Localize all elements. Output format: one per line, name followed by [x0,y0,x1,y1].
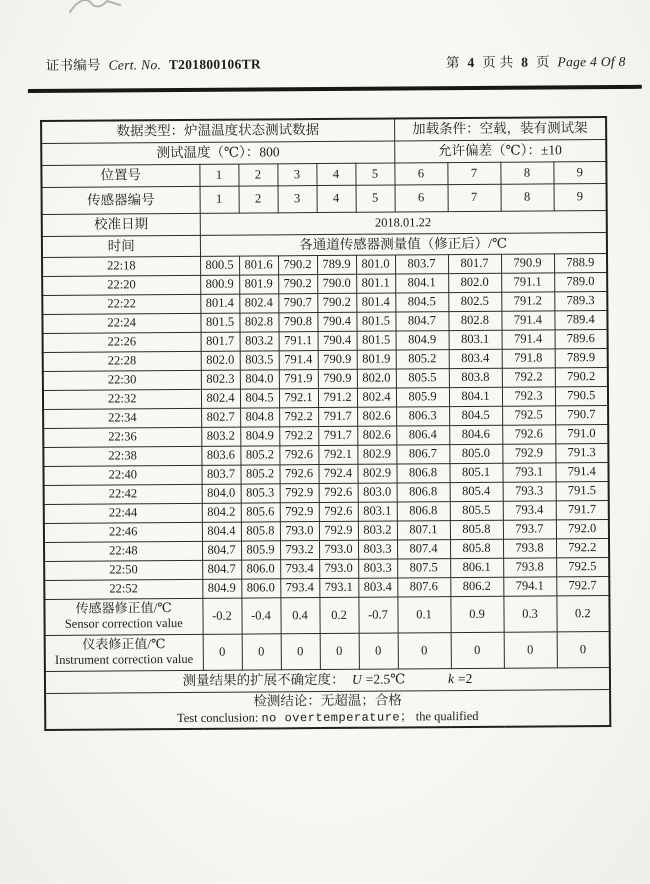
reading-value-cell: 806.8 [397,482,450,501]
reading-value-cell: 791.4 [555,462,608,481]
instrument-correction-row [45,631,610,671]
reading-time-cell: 22:30 [43,370,201,390]
reading-value-cell: 806.3 [396,406,449,425]
load-condition-cell: 加载条件：空载，装有测试架 [394,117,606,140]
reading-value-cell: 793.0 [280,521,319,540]
reading-value-cell: 804.5 [395,292,448,311]
reading-time-cell: 22:50 [44,560,202,580]
conclusion-en-suffix: ； the qualified [400,709,479,724]
reading-value-cell: 793.1 [319,578,358,597]
reading-value-cell: 792.2 [279,407,318,426]
reading-time-cell: 22:20 [42,275,200,295]
reading-value-cell: 804.9 [240,426,279,445]
calibration-label: 校准日期 [42,213,200,236]
reading-value-cell: 803.7 [201,465,240,484]
reading-value-cell: 804.7 [395,311,448,330]
reading-value-cell: 805.5 [450,501,503,520]
reading-value-cell: 803.1 [358,502,397,521]
reading-value-cell: 793.4 [280,559,319,578]
reading-value-cell: 803.7 [395,254,448,273]
reading-value-cell: 802.6 [357,407,396,426]
reading-value-cell: 791.7 [318,407,357,426]
reading-value-cell: 804.6 [449,425,502,444]
reading-value-cell: 805.3 [241,483,280,502]
instrument-correction-cell: 0 [557,631,610,667]
reading-value-cell: 801.1 [356,274,395,293]
reading-value-cell: 805.2 [240,464,279,483]
reading-value-cell: 800.5 [200,256,239,275]
instrument-correction-label [45,634,203,671]
test-temperature-cell: 测试温度（℃）：800 [41,141,394,165]
reading-value-cell: 805.2 [396,349,449,368]
reading-value-cell: 789.9 [317,255,356,274]
reading-value-cell: 790.5 [555,386,608,405]
reading-value-cell: 802.3 [201,370,240,389]
uncertainty-u-symbol: U [352,672,362,687]
reading-time-cell: 22:48 [44,541,202,561]
conclusion-zh: 检测结论：无超温；合格 [47,690,608,711]
reading-value-cell: 802.9 [357,445,396,464]
reading-value-cell: 805.8 [241,521,280,540]
reading-value-cell: 806.8 [396,463,449,482]
reading-value-cell: 792.9 [319,521,358,540]
position-number-cell: 3 [277,163,316,185]
sensor-label: 传感器编号 [42,186,200,214]
reading-value-cell: 803.3 [358,559,397,578]
reading-value-cell: 805.8 [450,539,503,558]
conclusion-en [47,707,608,729]
reading-value-cell: 793.2 [280,540,319,559]
reading-value-cell: 802.7 [201,408,240,427]
reading-value-cell: 805.5 [396,368,449,387]
reading-value-cell: 790.2 [555,367,608,386]
reading-value-cell: 803.4 [449,349,502,368]
sensor-number-row [42,183,607,214]
reading-value-cell: 802.9 [357,464,396,483]
reading-value-cell: 805.8 [450,520,503,539]
reading-value-cell: 801.6 [239,255,278,274]
reading-value-cell: 804.2 [202,503,241,522]
sensor-correction-cell: 0.9 [450,596,503,632]
instrument-correction-cell: 0 [451,632,504,668]
reading-value-cell: 792.6 [279,464,318,483]
reading-time-cell: 22:28 [43,351,201,371]
reading-value-cell: 804.9 [202,579,241,598]
reading-value-cell: 790.0 [317,274,356,293]
position-number-cell: 2 [238,163,277,185]
sensor-number-cell: 1 [200,186,239,213]
conclusion-en-prefix: Test conclusion: [177,710,262,725]
sensor-number-cell: 4 [317,185,356,212]
reading-value-cell: 793.4 [280,578,319,597]
reading-value-cell: 801.7 [201,332,240,351]
sensor-correction-row [44,595,609,635]
sensor-number-cell: 7 [448,184,501,211]
reading-value-cell: 790.9 [318,369,357,388]
reading-value-cell: 790.9 [318,350,357,369]
instrument-correction-cell: 0 [281,633,320,669]
reading-value-cell: 805.6 [241,502,280,521]
reading-value-cell: 802.4 [201,389,240,408]
instrument-correction-cell: 0 [359,632,398,668]
page-number-en: Page 4 Of 8 [557,54,625,69]
table-head-section [41,117,607,257]
sensor-correction-cell: -0.4 [241,597,280,633]
reading-value-cell: 791.1 [501,272,554,291]
reading-value-cell: 792.9 [280,502,319,521]
conclusion-cell [45,689,610,730]
position-number-cell: 6 [394,162,447,184]
reading-value-cell: 801.9 [239,274,278,293]
table-foot-section [44,595,610,730]
reading-time-cell: 22:34 [43,408,201,428]
reading-value-cell: 801.9 [357,350,396,369]
uncertainty-u-value: =2.5℃ [366,672,406,687]
reading-value-cell: 806.2 [450,577,503,596]
reading-value-cell: 804.4 [202,522,241,541]
reading-value-cell: 793.8 [503,538,556,557]
uncertainty-label: 测量结果的扩展不确定度： [183,672,345,688]
reading-value-cell: 790.7 [278,293,317,312]
reading-value-cell: 789.3 [554,291,607,310]
reading-value-cell: 792.1 [279,388,318,407]
reading-value-cell: 792.1 [318,445,357,464]
reading-value-cell: 790.4 [318,331,357,350]
reading-value-cell: 790.2 [317,293,356,312]
position-number-cell: 8 [500,161,553,183]
reading-time-cell: 22:44 [44,503,202,523]
reading-value-cell: 806.8 [397,501,450,520]
reading-value-cell: 805.9 [241,540,280,559]
reading-value-cell: 791.2 [318,388,357,407]
sensor-number-cell: 5 [356,185,395,212]
sensor-number-cell: 9 [554,183,607,210]
reading-value-cell: 805.2 [240,445,279,464]
reading-value-cell: 801.4 [356,293,395,312]
reading-value-cell: 792.5 [556,557,609,576]
reading-time-cell: 22:24 [42,313,200,333]
reading-value-cell: 807.6 [397,577,450,596]
reading-value-cell: 805.9 [396,387,449,406]
reading-value-cell: 803.2 [240,331,279,350]
reading-value-cell: 791.8 [502,348,555,367]
reading-value-cell: 791.2 [501,291,554,310]
reading-value-cell: 792.9 [280,483,319,502]
page-label-end: 页 [536,54,550,69]
conclusion-row [45,689,610,730]
reading-value-cell: 804.9 [396,330,449,349]
reading-value-cell: 804.1 [395,273,448,292]
reading-value-cell: 793.0 [319,559,358,578]
reading-time-cell: 22:38 [43,446,201,466]
channel-values-header: 各通道传感器测量值（修正后）/℃ [200,232,607,256]
reading-value-cell: 791.4 [502,329,555,348]
position-number-cell: 7 [447,162,500,184]
reading-value-cell: 801.0 [356,255,395,274]
reading-value-cell: 791.7 [318,426,357,445]
reading-value-cell: 792.9 [502,443,555,462]
position-number-cell: 5 [355,163,394,185]
reading-value-cell: 803.1 [449,330,502,349]
reading-value-cell: 790.7 [555,405,608,424]
cert-number: T201800106TR [169,56,261,72]
reading-value-cell: 803.8 [449,368,502,387]
reading-value-cell: 791.0 [555,424,608,443]
reading-value-cell: 792.3 [502,386,555,405]
position-number-cell: 1 [199,164,238,186]
page-label-mid: 页 共 [482,55,513,70]
page-header [46,50,626,74]
reading-value-cell: 789.6 [555,329,608,348]
reading-value-cell: 792.4 [318,464,357,483]
reading-value-cell: 789.9 [555,348,608,367]
reading-value-cell: 794.1 [503,576,556,595]
position-label: 位置号 [41,164,199,187]
page-label-pre: 第 [446,55,460,70]
reading-value-cell: 791.3 [555,443,608,462]
reading-value-cell: 790.2 [278,274,317,293]
sensor-correction-label-en: Sensor correction value [47,616,202,633]
reading-value-cell: 792.5 [502,405,555,424]
sensor-correction-label-zh: 传感器修正值/℃ [46,600,201,617]
reading-value-cell: 792.6 [319,502,358,521]
cert-no-label: Cert. No. [109,57,162,72]
reading-value-cell: 802.0 [201,351,240,370]
reading-value-cell: 804.0 [202,484,241,503]
reading-value-cell: 802.4 [239,293,278,312]
reading-value-cell: 805.1 [449,463,502,482]
uncertainty-k-symbol: k [448,671,454,686]
reading-value-cell: 802.8 [239,312,278,331]
reading-time-cell: 22:52 [44,579,202,599]
sensor-correction-label [44,598,202,635]
reading-value-cell: 792.6 [502,424,555,443]
cert-label: 证书编号 [46,58,101,73]
reading-value-cell: 802.6 [357,426,396,445]
reading-value-cell: 789.0 [554,272,607,291]
instrument-correction-cell: 0 [203,634,242,670]
reading-value-cell: 792.6 [319,483,358,502]
reading-time-cell: 22:46 [44,522,202,542]
sensor-correction-cell: 0.2 [319,597,358,633]
reading-value-cell: 792.7 [556,576,609,595]
reading-value-cell: 807.4 [397,539,450,558]
sensor-correction-cell: 0.3 [503,595,556,631]
reading-value-cell: 792.2 [279,426,318,445]
reading-value-cell: 804.8 [240,407,279,426]
reading-time-cell: 22:22 [42,294,200,314]
position-number-cell: 9 [553,161,606,183]
reading-value-cell: 806.4 [396,425,449,444]
reading-value-cell: 788.9 [554,253,607,272]
reading-value-cell: 790.4 [317,312,356,331]
reading-value-cell: 801.5 [200,313,239,332]
instrument-correction-label-en: Instrument correction value [47,652,202,669]
reading-value-cell: 792.2 [502,367,555,386]
reading-value-cell: 804.5 [240,388,279,407]
reading-value-cell: 792.6 [279,445,318,464]
sensor-correction-cell: 0.4 [280,597,319,633]
reading-value-cell: 802.0 [357,369,396,388]
reading-value-cell: 793.7 [503,519,556,538]
reading-value-cell: 790.2 [278,255,317,274]
reading-value-cell: 804.7 [202,541,241,560]
readings-body [42,253,609,599]
sensor-number-cell: 6 [395,184,448,211]
reading-value-cell: 790.8 [278,312,317,331]
instrument-correction-cell: 0 [242,633,281,669]
instrument-correction-cell: 0 [320,633,359,669]
reading-value-cell: 803.4 [358,577,397,596]
reading-time-cell: 22:40 [43,465,201,485]
sensor-number-cell: 3 [278,185,317,212]
sensor-correction-cell: 0.1 [397,596,450,632]
reading-value-cell: 806.0 [241,578,280,597]
reading-time-cell: 22:32 [43,389,201,409]
reading-value-cell: 806.0 [241,559,280,578]
cert-number-block [46,52,265,74]
reading-value-cell: 805.4 [450,482,503,501]
reading-value-cell: 803.5 [240,350,279,369]
page-number-block [442,50,626,71]
reading-value-cell: 802.0 [448,273,501,292]
reading-value-cell: 789.4 [554,310,607,329]
reading-value-cell: 793.0 [319,540,358,559]
reading-value-cell: 803.0 [358,483,397,502]
reading-value-cell: 806.7 [396,444,449,463]
time-label: 时间 [42,235,200,257]
calibration-date-value: 2018.01.22 [200,210,607,235]
reading-value-cell: 806.1 [450,558,503,577]
reading-time-cell: 22:18 [42,256,200,276]
sensor-correction-cell: 0.2 [556,595,609,631]
reading-value-cell: 802.4 [357,388,396,407]
measurement-table [40,116,611,731]
position-number-cell: 4 [316,163,355,185]
reading-value-cell: 804.1 [449,387,502,406]
reading-value-cell: 793.8 [503,557,556,576]
reading-value-cell: 805.0 [449,444,502,463]
reading-value-cell: 792.2 [556,538,609,557]
header-rule [28,85,642,93]
reading-value-cell: 792.0 [556,519,609,538]
uncertainty-k-value: =2 [458,671,472,686]
reading-value-cell: 804.7 [202,560,241,579]
reading-value-cell: 801.7 [448,254,501,273]
reading-value-cell: 807.1 [397,520,450,539]
reading-value-cell: 801.5 [356,312,395,331]
reading-value-cell: 800.9 [200,275,239,294]
allowed-deviation-cell: 允许偏差（℃）：±10 [394,139,606,162]
reading-value-cell: 791.4 [501,310,554,329]
sensor-correction-cell: -0.7 [358,596,397,632]
reading-value-cell: 802.5 [448,292,501,311]
conclusion-en-mono: no overtemperature [261,711,400,726]
page-total: 8 [521,55,528,70]
sensor-number-cell: 2 [239,185,278,212]
instrument-correction-cell: 0 [398,632,451,668]
reading-value-cell: 803.3 [358,540,397,559]
reading-value-cell: 807.5 [397,558,450,577]
reading-value-cell: 803.6 [201,446,240,465]
reading-time-cell: 22:36 [43,427,201,447]
reading-value-cell: 790.9 [501,253,554,272]
reading-value-cell: 803.2 [201,427,240,446]
reading-time-cell: 22:26 [43,332,201,352]
reading-value-cell: 791.9 [279,369,318,388]
reading-value-cell: 791.4 [279,350,318,369]
instrument-correction-cell: 0 [504,631,557,667]
reading-value-cell: 801.5 [357,331,396,350]
instrument-correction-label-zh: 仪表修正值/℃ [47,636,202,653]
sensor-number-cell: 8 [501,183,554,210]
page-current: 4 [467,55,474,70]
reading-value-cell: 803.2 [358,521,397,540]
sensor-correction-cell: -0.2 [202,598,241,634]
reading-time-cell: 22:42 [44,484,202,504]
reading-value-cell: 804.5 [449,406,502,425]
reading-value-cell: 793.3 [503,481,556,500]
reading-value-cell: 804.0 [240,369,279,388]
reading-value-cell: 793.1 [502,462,555,481]
reading-value-cell: 793.4 [503,500,556,519]
reading-value-cell: 791.7 [556,500,609,519]
reading-value-cell: 801.4 [200,294,239,313]
reading-value-cell: 802.8 [448,311,501,330]
reading-value-cell: 791.1 [279,331,318,350]
data-type-cell: 数据类型：炉温温度状态测试数据 [41,119,394,143]
reading-value-cell: 791.5 [556,481,609,500]
